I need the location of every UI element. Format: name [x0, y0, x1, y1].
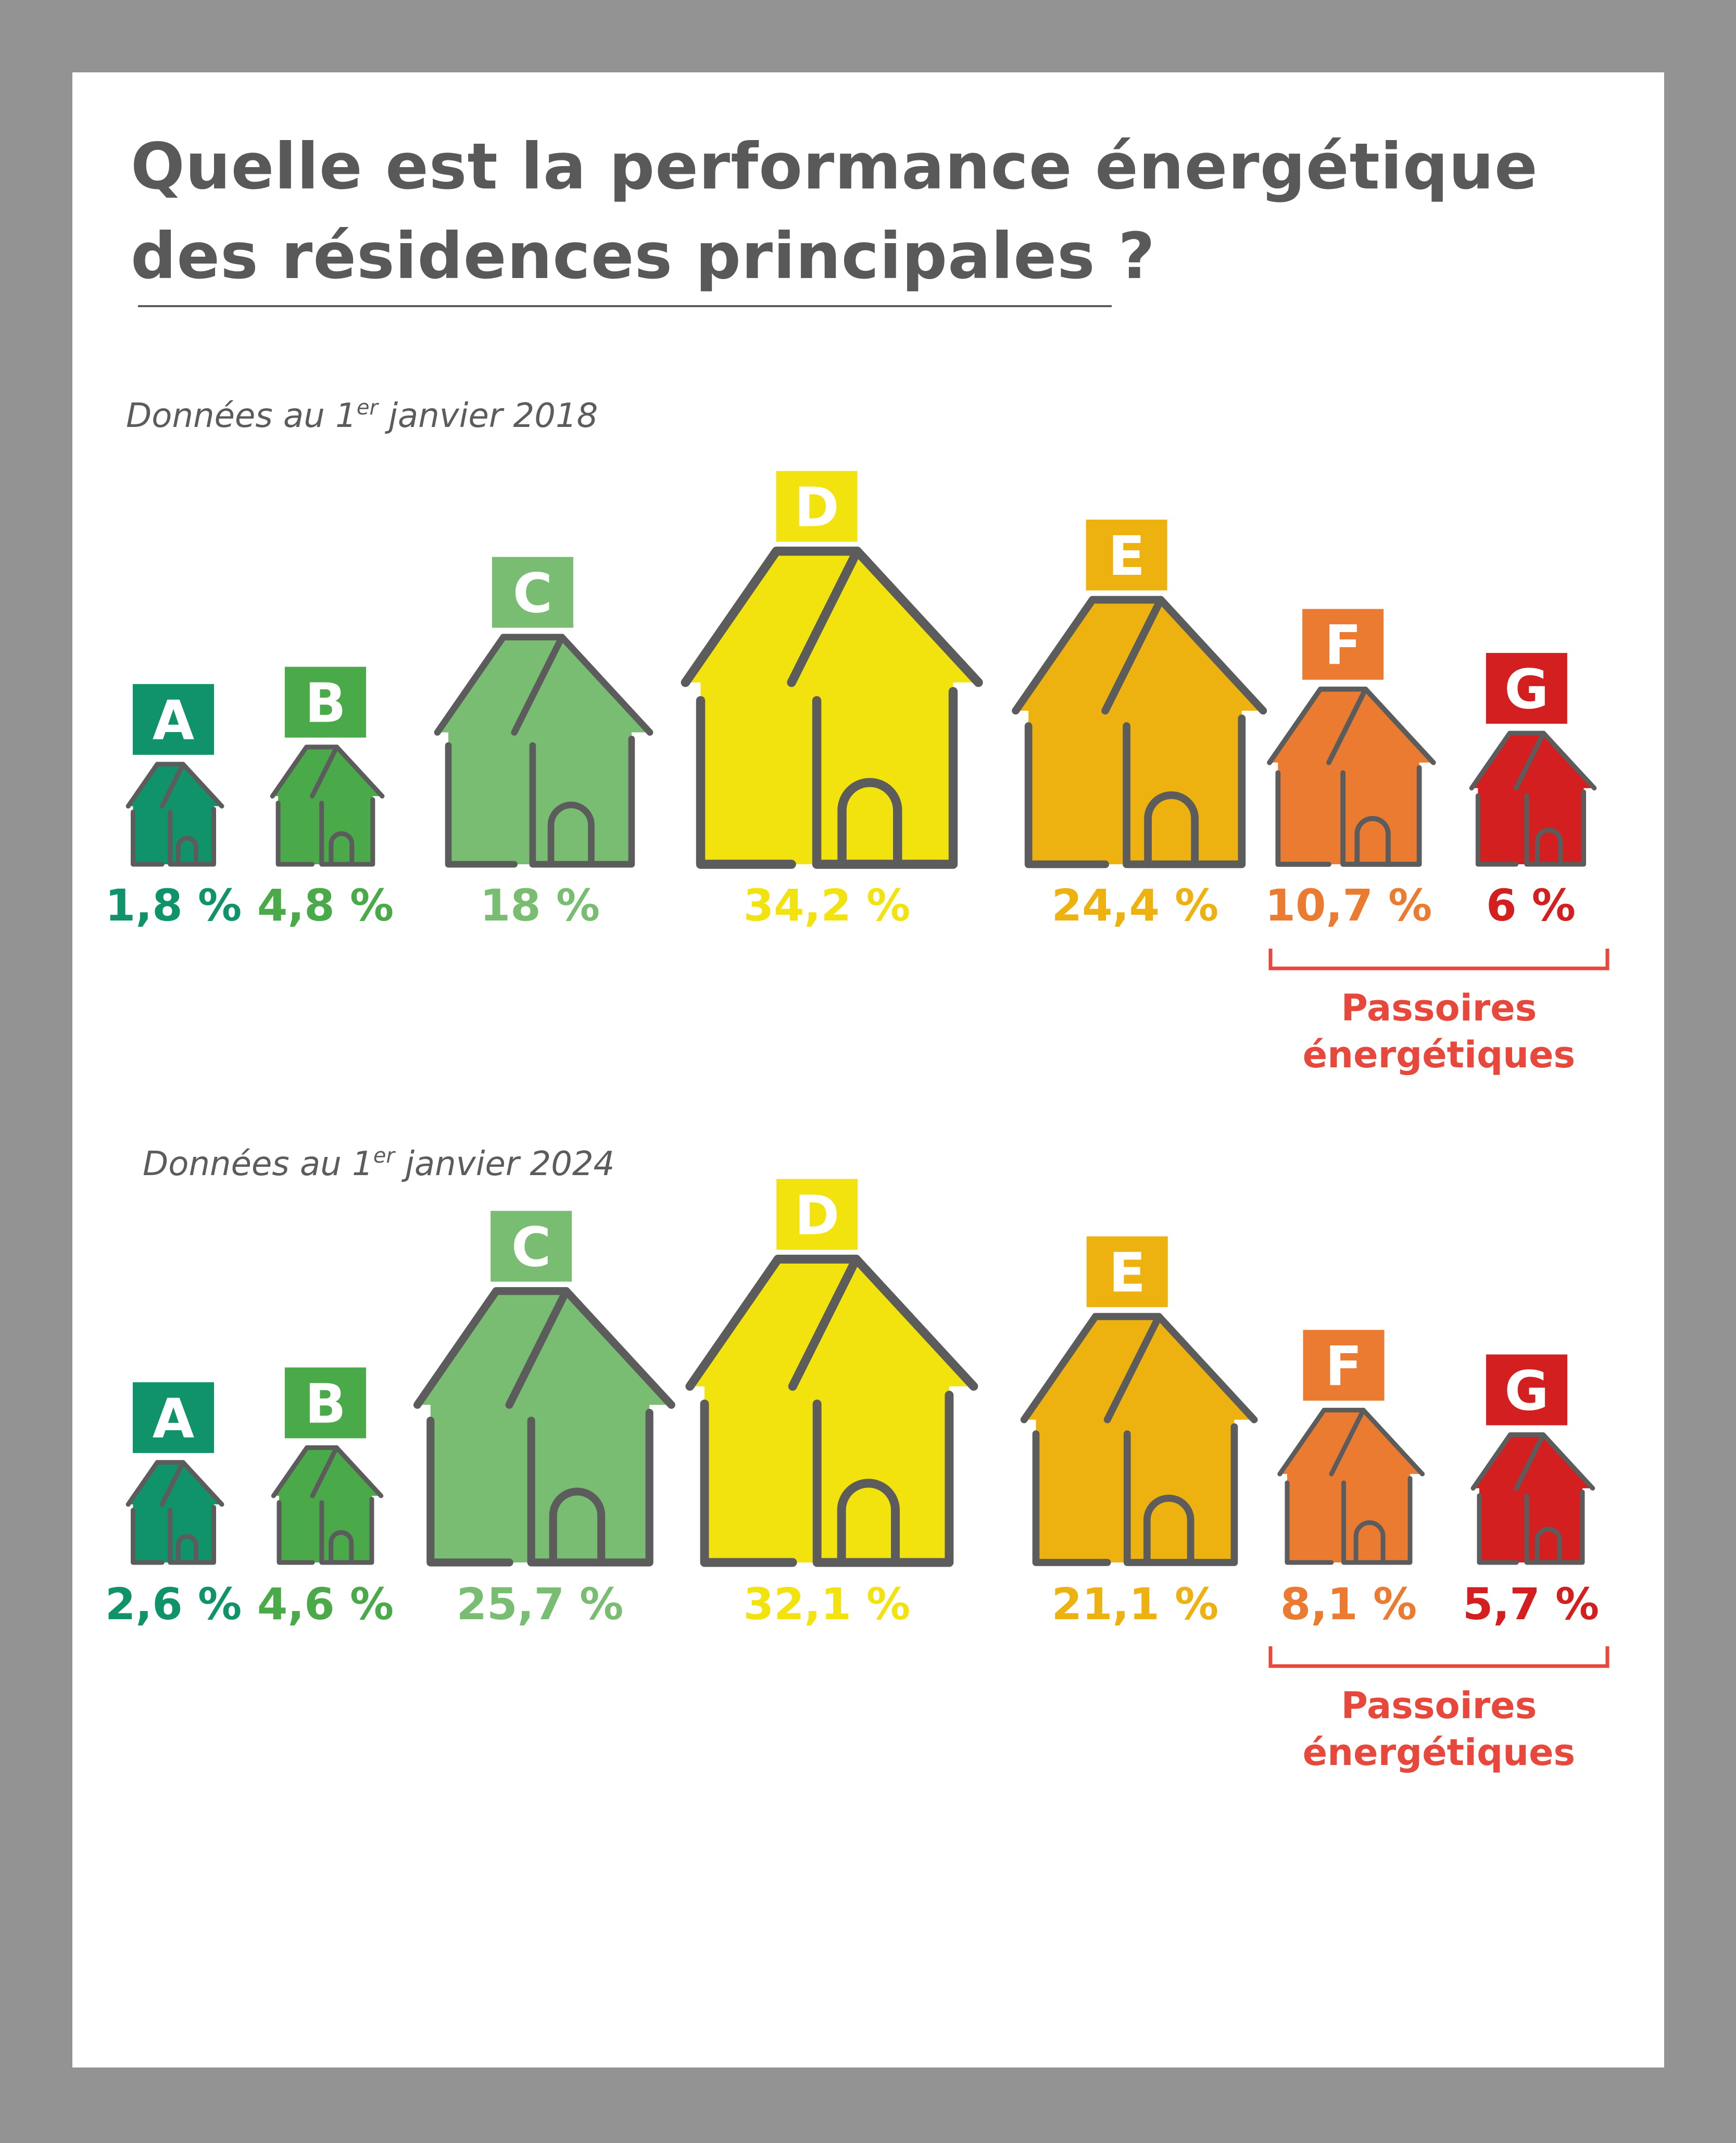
house-A	[105, 1382, 242, 1630]
passoires-bracket	[1270, 1646, 1607, 1666]
grade-label-A: A	[152, 1386, 195, 1451]
house-C	[437, 557, 650, 931]
value-label-E: 24,4 %	[1051, 880, 1219, 931]
value-label-A: 1,8 %	[105, 880, 242, 931]
house-D	[685, 471, 978, 931]
chart-panel-2018	[105, 396, 1607, 1076]
grade-label-B: B	[305, 1372, 346, 1436]
grade-label-E: E	[1109, 1241, 1146, 1305]
passoires-label-line-1: Passoires	[1341, 1684, 1537, 1727]
house-C	[418, 1211, 672, 1630]
grade-label-A: A	[152, 688, 195, 752]
title-line-2: des résidences principales ?	[131, 219, 1155, 293]
grade-label-C: C	[512, 561, 553, 625]
house-A	[105, 684, 242, 931]
chart-caption: Données au 1er janvier 2024	[143, 1144, 615, 1183]
house-D	[690, 1179, 974, 1630]
value-label-C: 18 %	[480, 880, 600, 931]
grade-label-F: F	[1324, 613, 1362, 677]
grade-label-B: B	[305, 671, 346, 735]
house-B	[257, 1367, 394, 1630]
house-E	[1016, 520, 1263, 931]
value-label-E: 21,1 %	[1051, 1579, 1219, 1630]
passoires-label-line-1: Passoires	[1341, 987, 1537, 1029]
value-label-G: 6 %	[1486, 880, 1576, 931]
grade-label-E: E	[1108, 524, 1146, 588]
grade-label-F: F	[1325, 1334, 1363, 1398]
value-label-B: 4,6 %	[257, 1579, 394, 1630]
house-G	[1463, 1354, 1599, 1630]
value-label-B: 4,8 %	[257, 880, 394, 931]
passoires-bracket	[1270, 949, 1607, 968]
passoires-label-line-2: énergétiques	[1302, 1731, 1576, 1774]
value-label-G: 5,7 %	[1462, 1579, 1600, 1630]
house-F	[1280, 1330, 1423, 1630]
value-label-D: 34,2 %	[743, 880, 911, 931]
house-F	[1265, 609, 1433, 931]
value-label-D: 32,1 %	[743, 1579, 911, 1630]
grade-label-G: G	[1504, 1359, 1549, 1423]
grade-label-D: D	[794, 475, 839, 539]
house-E	[1024, 1237, 1254, 1630]
value-label-C: 25,7 %	[456, 1579, 624, 1630]
grade-label-C: C	[511, 1215, 551, 1279]
house-G	[1471, 653, 1594, 931]
grade-label-G: G	[1504, 658, 1549, 722]
passoires-label-line-2: énergétiques	[1302, 1033, 1576, 1076]
house-B	[257, 667, 394, 931]
value-label-F: 10,7 %	[1265, 880, 1432, 931]
value-label-F: 8,1 %	[1280, 1579, 1417, 1630]
title-line-1: Quelle est la performance énergétique	[131, 130, 1538, 204]
chart-panel-2024	[105, 1144, 1607, 1774]
chart-caption: Données au 1er janvier 2018	[126, 396, 598, 435]
value-label-A: 2,6 %	[105, 1579, 242, 1630]
grade-label-D: D	[795, 1183, 840, 1247]
